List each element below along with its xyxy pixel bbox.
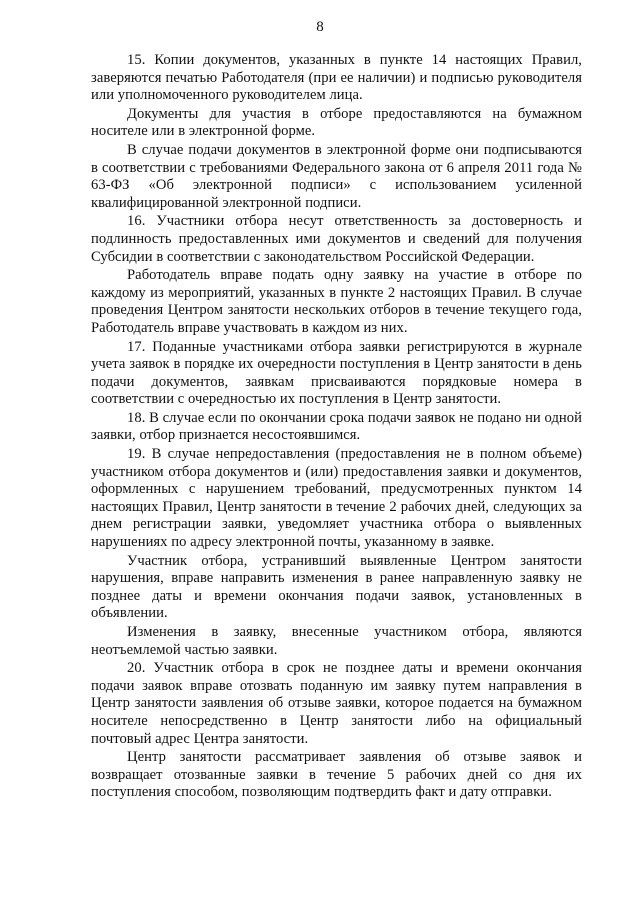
paragraph-electronic-signature: В случае подачи документов в электронной форме они подписываются в соответствии с требованиями Федерального закона от 6 апреля 2011 года № 63-ФЗ «Об электронной подписи» с использованием усиленной квалифицированной электронной подписи. (91, 141, 582, 211)
paragraph-18-no-applications: 18. В случае если по окончании срока подачи заявок не подано ни одной заявки, отбор признается несостоявшимся. (91, 409, 582, 444)
paragraph-one-application: Работодатель вправе подать одну заявку на участие в отборе по каждому из мероприятий, указанных в пункте 2 настоящих Правил. В случае проведения Центром занятости нескольких отборов в течение текущего года, Работодатель вправе участвовать в каждом из них. (91, 267, 582, 336)
paragraph-20-withdrawal: 20. Участник отбора в срок не позднее даты и времени окончания подачи заявок вправе отозвать поданную им заявку путем направления в Центр занятости заявления об отзыве заявки, которое подается на бумажном носителе непосредственно в Центр занятости либо на официальный почтовый адрес Центра занятости. (91, 660, 582, 747)
paragraph-17-registration: 17. Поданные участниками отбора заявки регистрируются в журнале учета заявок в порядке их очередности поступления в Центр занятости в день подачи документов, заявкам присваиваются порядковые номера в соответствии с очередностью их поступления в Центр занятости. (91, 338, 582, 408)
page-number: 8 (316, 19, 324, 35)
document-body (91, 52, 582, 802)
paragraph-15-copies-certification: 15. Копии документов, указанных в пункте 14 настоящих Правил, заверяются печатью Работодателя (при ее наличии) и подписью руководителя или уполномоченного руководителем лица. (91, 52, 582, 104)
paragraph-16-responsibility: 16. Участники отбора несут ответственность за достоверность и подлинность предоставленных ими документов и сведений для получения Субсидии в соответствии с законодательством Российской Федерации. (91, 213, 582, 265)
paragraph-19-incomplete-documents: 19. В случае непредоставления (предоставления не в полном объеме) участником отбора документов и (или) предоставления заявки и документов, оформленных с нарушением требований, предусмотренных пунктом 14 настоящих Правил, Центр занятости в течение 2 рабочих дней, следующих за днем регистрации заявки, уведомляет участника отбора о выявленных нарушениях по адресу электронной почты, указанному в заявке. (91, 446, 582, 551)
paragraph-documents-format: Документы для участия в отборе предоставляются на бумажном носителе или в электронной форме. (91, 105, 582, 140)
paragraph-corrections: Участник отбора, устранивший выявленные Центром занятости нарушения, вправе направить изменения в ранее направленную заявку не позднее даты и времени окончания подачи заявок, установленных в объявлении. (91, 552, 582, 622)
paragraph-withdrawal-processing: Центр занятости рассматривает заявления об отзыве заявок и возвращает отозванные заявки в течение 5 рабочих дней со дня их поступления способом, позволяющим подтвердить факт и дату отправки. (91, 749, 582, 801)
paragraph-changes-part-of-application: Изменения в заявку, внесенные участником отбора, являются неотъемлемой частью заявки. (91, 624, 582, 658)
